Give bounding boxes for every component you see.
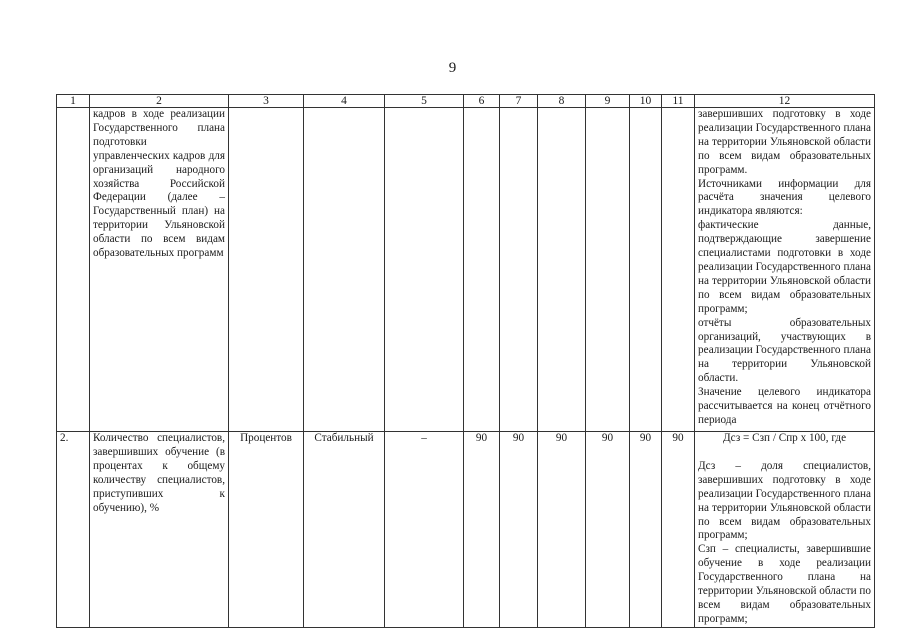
row2-unit: Процентов: [229, 432, 304, 628]
col-header-7: 7: [500, 95, 538, 108]
row1-y6: [662, 108, 695, 432]
row1-unit: [229, 108, 304, 432]
row2-formula: Дсз = Сзп / Спр х 100, где: [722, 432, 847, 444]
row1-y4: [586, 108, 630, 432]
col-header-1: 1: [57, 95, 90, 108]
row2-y5: 90: [630, 432, 662, 628]
table-row: [57, 432, 875, 628]
table-row: [57, 108, 875, 432]
row2-trend: Стабильный: [304, 432, 385, 628]
header-row: [57, 95, 875, 108]
row1-y3: [538, 108, 586, 432]
row2-number: 2.: [57, 432, 90, 628]
row2-indicator-name: Количество специалистов, завершивших обучение (в процентах к общему количеству специалистов, приступивших к обучению), %: [90, 432, 229, 628]
page-number: 9: [448, 60, 457, 76]
indicators-table: [56, 94, 875, 628]
row2-method-p1: Дсз – доля специалистов, завершивших подготовку в ходе реализации Государственного плана на территории Ульяновской области по всем видам образовательных программ;: [698, 459, 871, 542]
col-header-4: 4: [304, 95, 385, 108]
row2-y4: 90: [586, 432, 630, 628]
row1-y2: [500, 108, 538, 432]
row1-trend: [304, 108, 385, 432]
row1-base: [385, 108, 464, 432]
col-header-10: 10: [630, 95, 662, 108]
row1-method-p4: отчёты образовательных организаций, участвующих в реализации Государственного плана на территории Ульяновской области.: [698, 316, 871, 385]
row2-method-p2: Сзп – специалисты, завершившие обучение в ходе реализации Государственного плана на территории Ульяновской области по всем видам образовательных программ;: [698, 543, 871, 625]
row1-y1: [464, 108, 500, 432]
col-header-9: 9: [586, 95, 630, 108]
row1-methodology: [695, 108, 875, 432]
row1-method-p5: Значение целевого индикатора рассчитывается на конец отчётного периода: [698, 386, 871, 426]
col-header-11: 11: [662, 95, 695, 108]
col-header-8: 8: [538, 95, 586, 108]
col-header-2: 2: [90, 95, 229, 108]
row1-y5: [630, 108, 662, 432]
row2-methodology: [695, 432, 875, 628]
row1-method-p3: фактические данные, подтверждающие завершение специалистами подготовки в ходе реализации Государственного плана на территории Ульяновской области по всем видам образовательных программ;: [698, 219, 871, 315]
row1-number: [57, 108, 90, 432]
row2-base: –: [385, 432, 464, 628]
row2-y1: 90: [464, 432, 500, 628]
row2-y3: 90: [538, 432, 586, 628]
row1-indicator-name: кадров в ходе реализации Государственного плана подготовки управленческих кадров для организаций народного хозяйства Российской Федерации (далее – Государственный план) на территории Ульяновской области по всем видам образовательных программ: [90, 108, 229, 432]
row2-y2: 90: [500, 432, 538, 628]
col-header-5: 5: [385, 95, 464, 108]
col-header-6: 6: [464, 95, 500, 108]
row2-y6: 90: [662, 432, 695, 628]
col-header-3: 3: [229, 95, 304, 108]
row1-method-p2: Источниками информации для расчёта значения целевого индикатора являются:: [698, 177, 871, 218]
col-header-12: 12: [695, 95, 875, 108]
row1-method-p1: завершивших подготовку в ходе реализации Государственного плана на территории Ульяновской области по всем видам образовательных программ.: [698, 108, 871, 176]
